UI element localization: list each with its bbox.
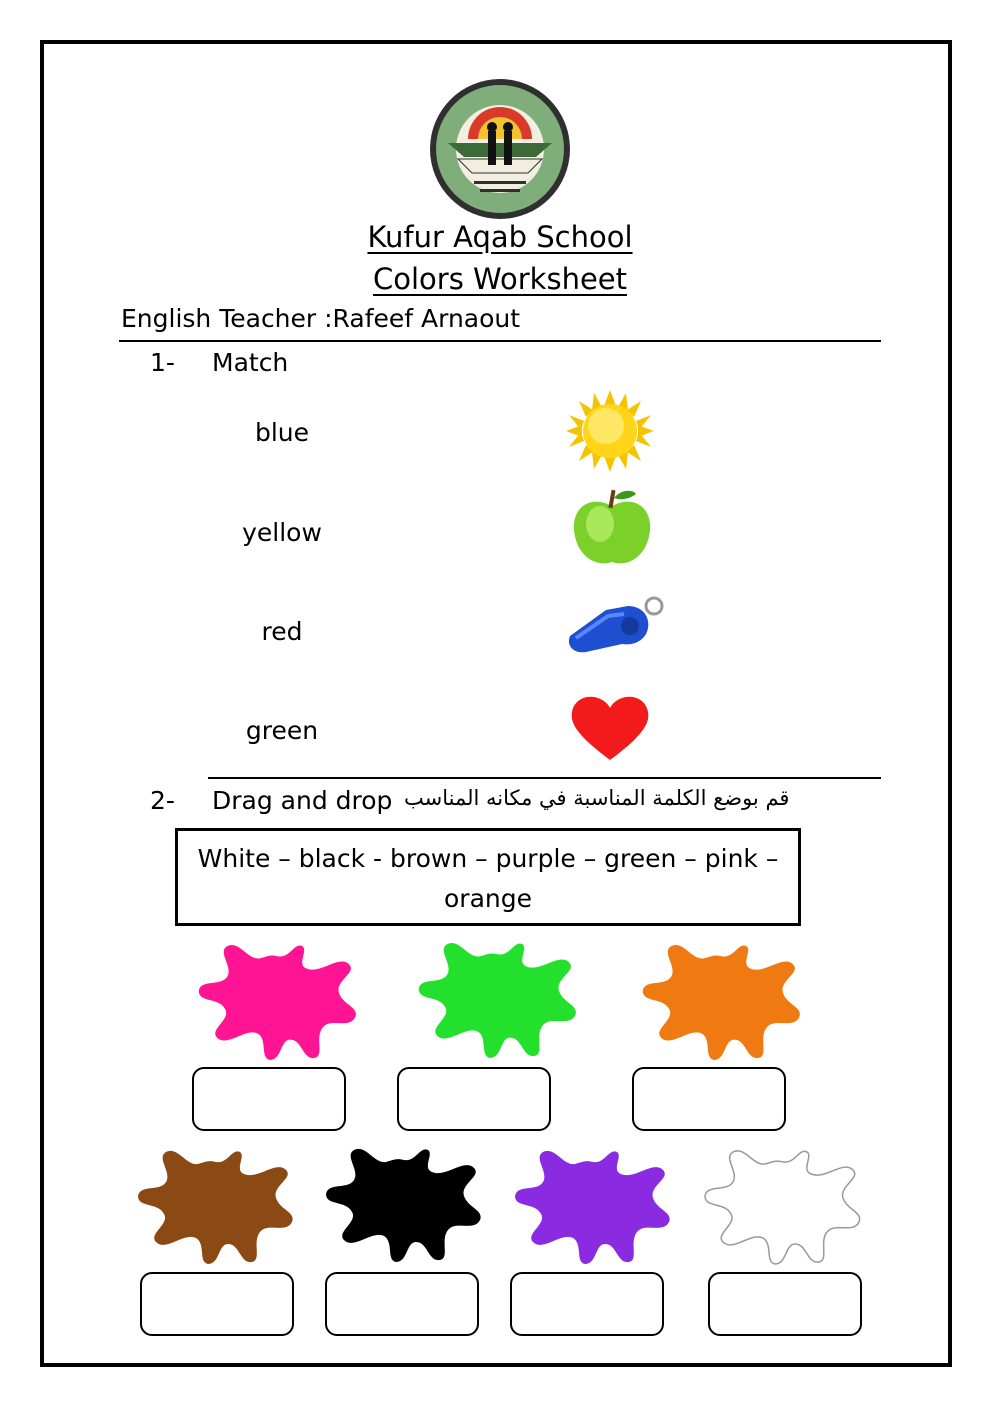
paint-splat-icon (136, 1142, 296, 1266)
drop-box-6[interactable] (510, 1272, 664, 1336)
section2-number: 2- (150, 786, 175, 815)
drop-box-2[interactable] (397, 1067, 551, 1131)
drop-box-1[interactable] (192, 1067, 346, 1131)
paint-splat-icon (416, 934, 580, 1060)
teacher-name: English Teacher :Rafeef Arnaout (121, 304, 521, 333)
drop-box-5[interactable] (325, 1272, 479, 1336)
red-heart-icon[interactable] (570, 696, 650, 762)
word-bank: White – black - brown – purple – green – pink – orange (175, 828, 801, 926)
arabic-instruction: قم بوضع الكلمة المناسبة في مكانه المناسب (404, 786, 790, 810)
paint-splat-icon (702, 1142, 864, 1266)
paint-splat-icon (196, 936, 360, 1062)
paint-splat-icon (512, 1142, 674, 1266)
sun-icon[interactable] (566, 390, 654, 472)
drop-box-3[interactable] (632, 1067, 786, 1131)
section2-title: Drag and drop (212, 786, 393, 815)
school-title: Kufur Aqab School (367, 220, 633, 254)
paint-splat-icon (324, 1138, 484, 1266)
match-word-yellow[interactable]: yellow (242, 518, 322, 547)
section1-number: 1- (150, 348, 175, 377)
match-word-blue[interactable]: blue (254, 418, 310, 447)
school-logo (428, 77, 572, 221)
match-word-red[interactable]: red (261, 617, 303, 646)
drop-box-7[interactable] (708, 1272, 862, 1336)
blue-whistle-icon[interactable] (566, 596, 664, 654)
match-word-green[interactable]: green (245, 716, 319, 745)
paint-splat-icon (640, 936, 804, 1062)
header-divider (119, 340, 881, 342)
section1-title: Match (212, 348, 289, 377)
green-apple-icon[interactable] (570, 486, 654, 568)
drop-box-4[interactable] (140, 1272, 294, 1336)
section-divider (208, 777, 881, 779)
worksheet-title: Colors Worksheet (372, 262, 628, 296)
